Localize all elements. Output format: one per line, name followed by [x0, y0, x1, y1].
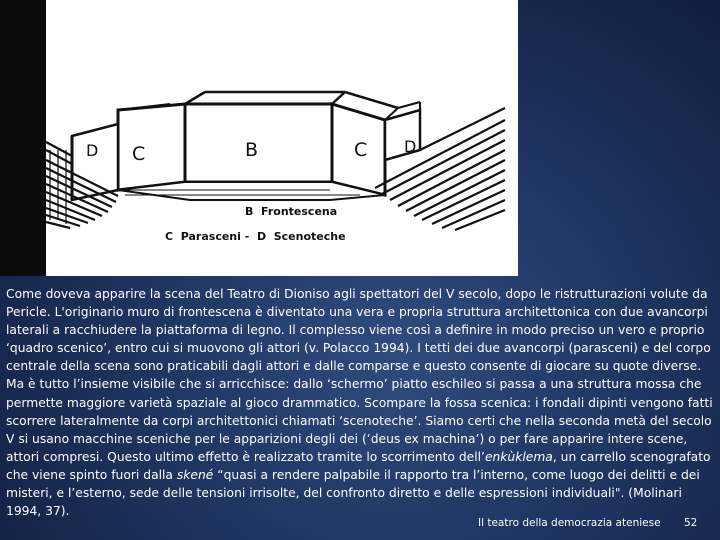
caption-part1: Come doveva apparire la scena del Teatro di Dioniso agli spettatori del V secolo, dopo le ristrutturazioni volute da Pericle. L'originario muro di frontescena è diventato una vera e propria struttura architettonica con due avancorpi laterali a racchiudere la piattaforma di legno. Il complesso viene così a definire in modo preciso un vero e proprio ‘quadro scenico’, entro cui si muovono gli attori (v. Polacco 1994). I tetti dei due avancorpi (parasceni) e del corpo centrale della scena sono praticabili dagli attori e dalle comparse e questo consente di giocare su quote diverse. Ma è tutto l’insieme visibile che si arricchisce: dallo ‘schermo’ piatto eschileo si passa a una struttura mossa che permette maggiore varietà spaziale al gioco drammatico. Scompare la fossa scenica: i fondali dipinti vengono fatti scorrere lateralmente da corpi architettonici chiamati ‘scenoteche’. Siamo certi che nella seconda metà del secolo V si usano macchine sceniche per le apparizioni degli dei (‘deus ex machina’) o per fare apparire intere scene, attori compresi. Questo ultimo effetto è realizzato tramite lo scorrimento dell’: [6, 287, 713, 464]
caption-italic-skene: skené: [176, 467, 214, 482]
label-c-right: C: [354, 139, 368, 161]
left-parascenio: [118, 104, 185, 190]
frontescena-block: [185, 104, 332, 182]
caption-part2: , un carrello scenografato che viene spinto fuori dalla: [6, 449, 711, 482]
legend-parasceni-scenoteche: C Parasceni - D Scenoteche: [165, 230, 346, 243]
left-scenoteca: [72, 124, 118, 200]
footer-title: Il teatro della democrazia ateniese: [478, 517, 661, 529]
stage-diagram: [0, 0, 518, 276]
label-d-right: D: [404, 137, 417, 156]
legend-frontescena: B Frontescena: [245, 205, 338, 218]
caption-italic-enkuklema: enkùklema: [484, 449, 553, 464]
caption-text: [6, 285, 714, 520]
label-b: B: [245, 139, 259, 161]
stage-illustration: [0, 0, 518, 276]
slide-number: 52: [684, 517, 698, 529]
caption-part3: “quasi a rendere palpabile il rapporto tra l’interno, come luogo dei delitti e dei misteri, e l’esterno, sede delle tensioni irrisolte, del confronto diretto e delle espressioni individuali". (Molinari 1994, 37).: [6, 467, 700, 519]
label-c-left: C: [132, 143, 146, 165]
left-black-border: [0, 0, 46, 276]
stage-platform: [118, 182, 385, 200]
label-d-left: D: [86, 141, 99, 160]
